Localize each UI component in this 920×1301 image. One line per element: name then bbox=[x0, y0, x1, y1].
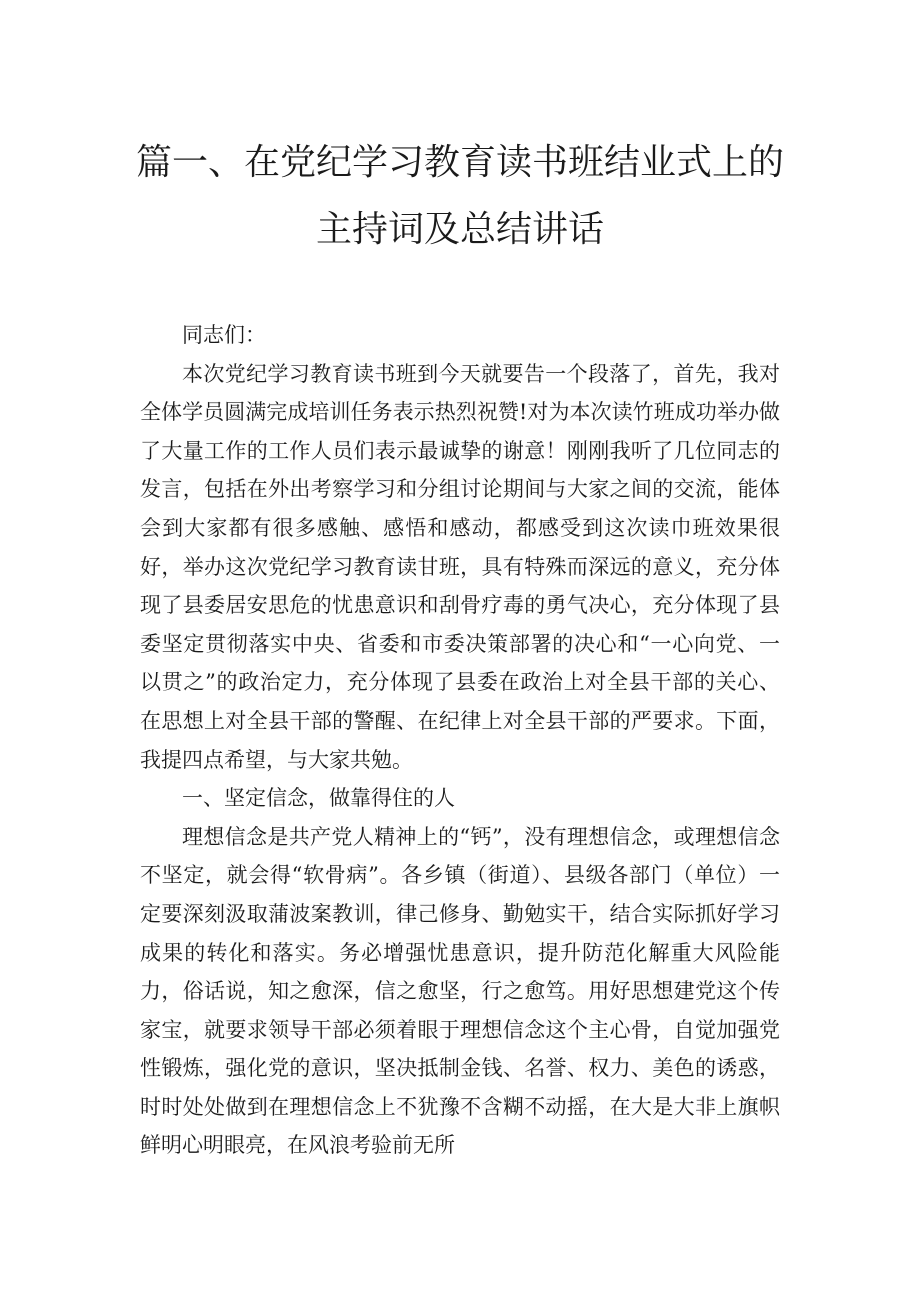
section-heading-1: 一、坚定信念，做靠得住的人 bbox=[182, 786, 455, 811]
salutation: 同志们： bbox=[182, 323, 266, 347]
paragraph-intro: 本次党纪学习教育读书班到今天就要告一个段落了，首先，我对全体学员圆满完成培训任务表示热烈祝赞!对为本次读竹班成功举办做了大量工作的工作人员们表示最诚挚的谢意！刚刚我听了几位同志的发言，包括在外出考察学习和分组讨论期间与大家之间的交流，能体会到大家都有很多感触、感悟和感动，都感受到这次读巾班效果很好，举办这次党纪学习教育读甘班，具有特殊而深远的意义，充分体现了县委居安思危的忧患意识和刮骨疗毒的勇气决心，充分体现了县委坚定贯彻落实中央、省委和市委决策部署的决心和“一心向党、一以贯之”的政治定力，充分体现了县委在政治上对全县干部的关心、在思想上对全县干部的警醒、在纪律上对全县干部的严要求。下面，我提四点希望，与大家共勉。 bbox=[140, 361, 780, 772]
document-title-line-1: 篇一、在党纪学习教育读书班结业式上的 bbox=[135, 142, 784, 183]
paragraph-section-1: 理想信念是共产党人精神上的“钙”，没有理想信念，或理想信念不坚定，就会得“软骨病”。各乡镇（街道）、县级各部门（单位）一定要深刻汲取蒲波案教训，律己修身、勤勉实干，结合实际抓好学习成果的转化和落实。务必增强忧患意识，提升防范化解重大风险能力，俗话说，知之愈深，信之愈坚，行之愈笃。用好思想建党这个传家宝，就要求领导干部必须着眼于理想信念这个主心骨，自觉加强党性锻炼，强化党的意识，坚决抵制金钱、名誉、权力、美色的诱惑，时时处处做到在理想信念上不犹豫不含糊不动摇，在大是大非上旗帜鲜明心明眼亮，在风浪考验前无所 bbox=[140, 824, 780, 1158]
document-title-line-2: 主持词及总结讲话 bbox=[315, 209, 604, 250]
document-body bbox=[140, 316, 780, 1165]
